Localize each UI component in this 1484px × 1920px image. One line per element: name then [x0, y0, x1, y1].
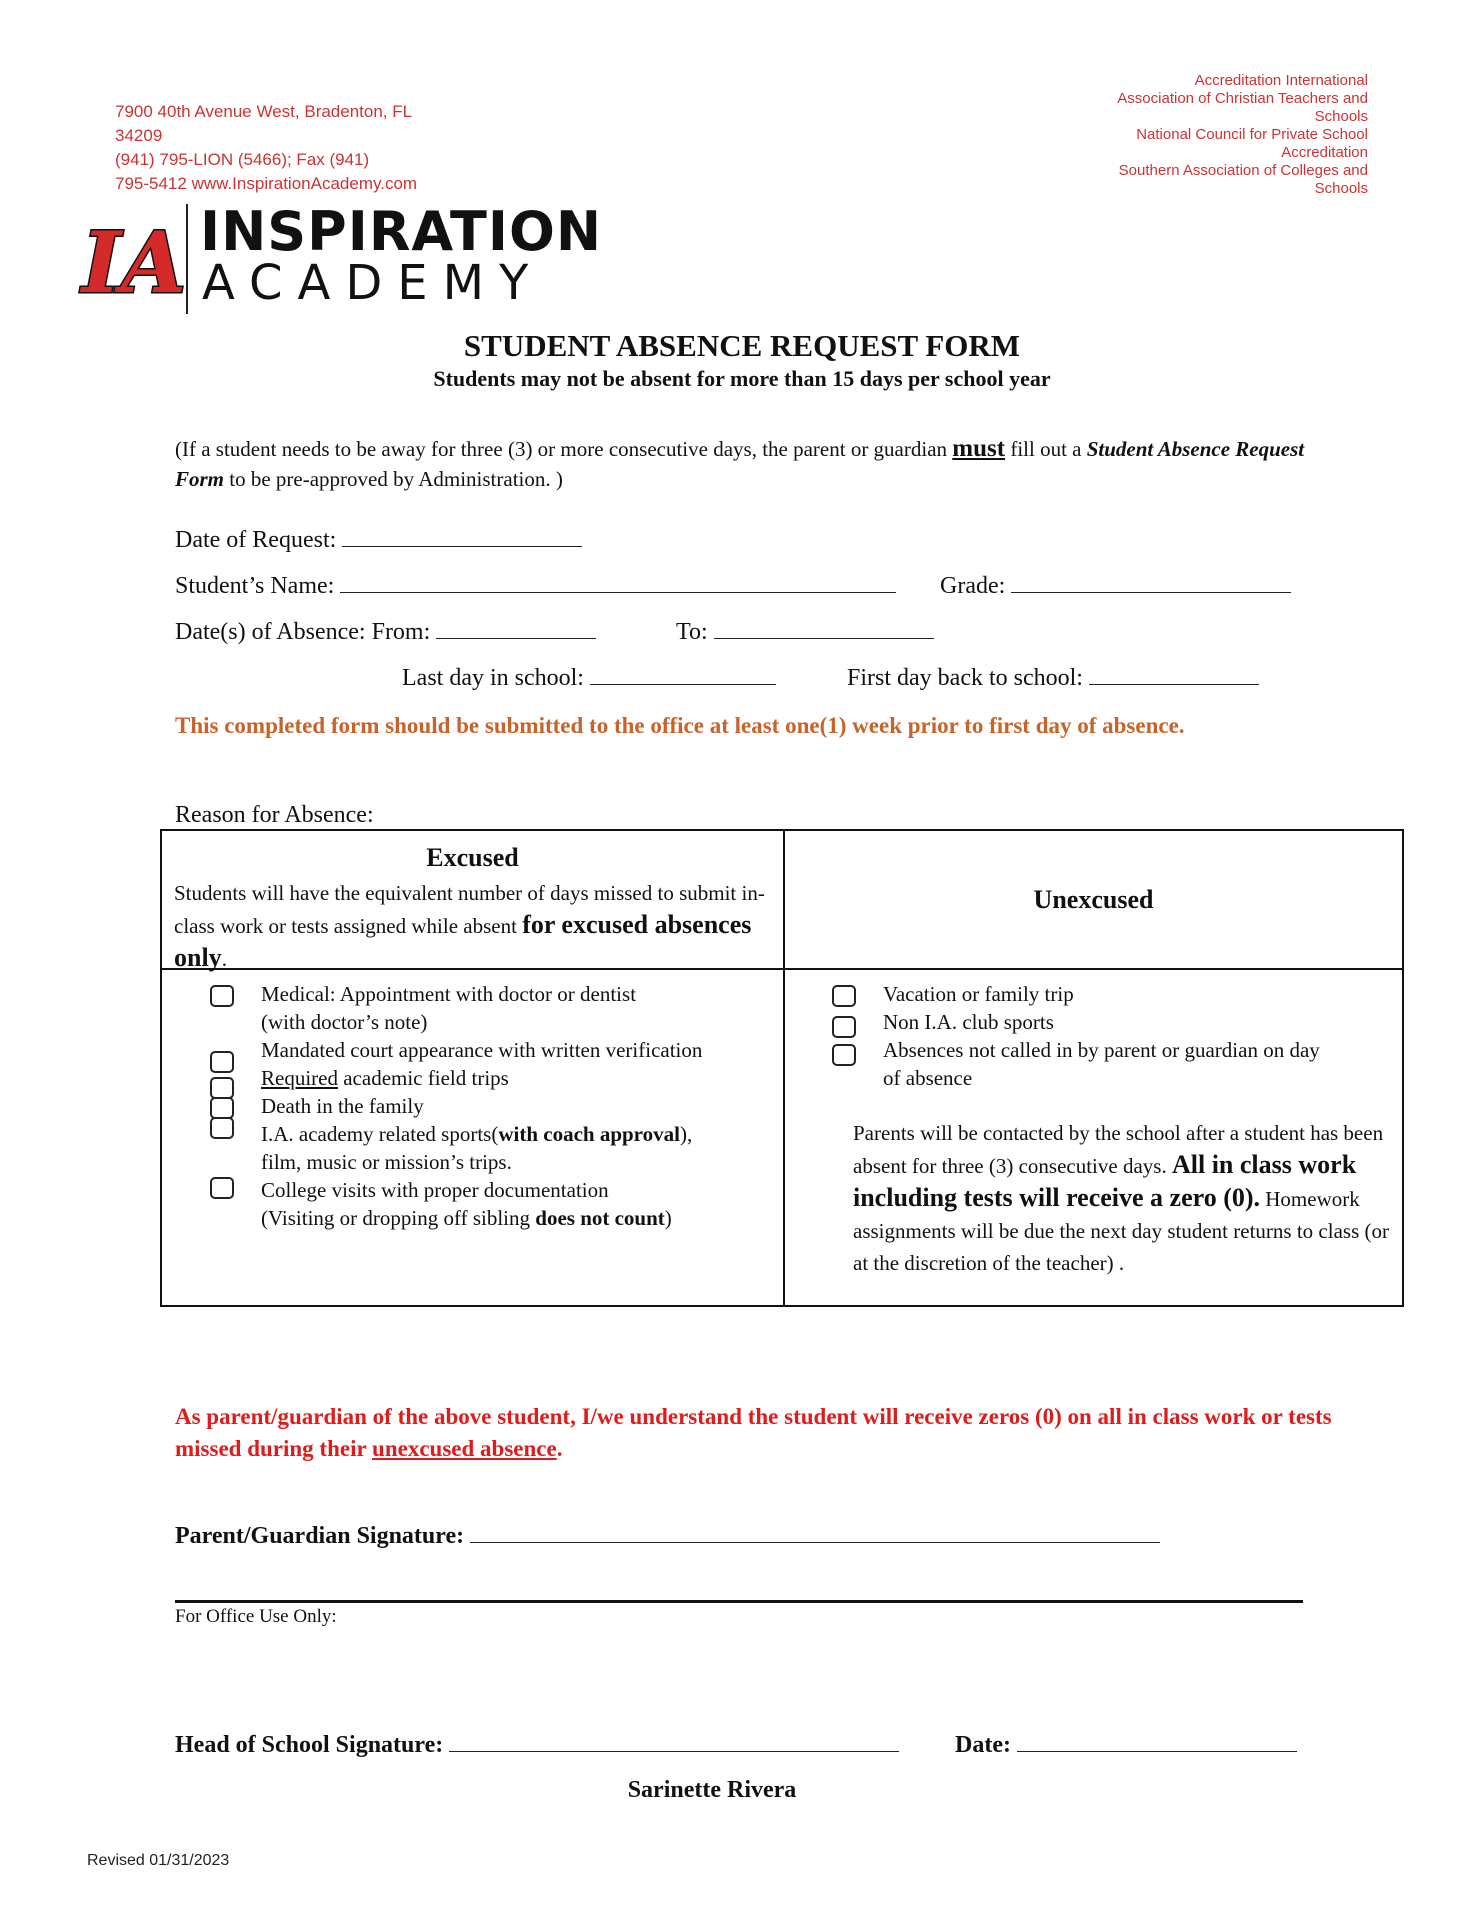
parent-signature-label: Parent/Guardian Signature: [175, 1523, 465, 1549]
club-sports-checkbox[interactable] [832, 1016, 856, 1038]
parent-signature-field[interactable] [175, 1522, 1160, 1550]
unexcused-item-club-sports: Non I.A. club sports [883, 1010, 1054, 1034]
sibling-text: (Visiting or dropping off sibling [261, 1206, 536, 1230]
revision-date: Revised 01/31/2023 [87, 1852, 230, 1869]
page-subtitle: Students may not be absent for more than 15 days per school year [433, 366, 1051, 391]
grade-field[interactable] [940, 572, 1291, 600]
unexcused-item-vacation: Vacation or family trip [883, 982, 1074, 1006]
intro-text: fill out a [1005, 437, 1087, 461]
court-checkbox[interactable] [210, 1051, 234, 1073]
logo-name: INSPIRATION [200, 200, 603, 263]
coach-approval-emphasis: with coach approval [498, 1122, 680, 1146]
acknowledgement-end: . [556, 1436, 563, 1461]
absence-to-field[interactable] [676, 618, 934, 646]
accreditation-line: Schools [1314, 180, 1368, 197]
unexcused-item-not-called: Absences not called in by parent or guardian on day [883, 1038, 1320, 1062]
date-of-request-line[interactable] [342, 526, 582, 547]
excused-heading: Excused [426, 843, 519, 872]
unexcused-heading: Unexcused [1033, 885, 1154, 914]
student-name-line[interactable] [340, 572, 896, 593]
address-line: 7900 40th Avenue West, Bradenton, FL [115, 102, 413, 121]
not-called-in-checkbox[interactable] [832, 1044, 856, 1066]
medical-checkbox[interactable] [210, 985, 234, 1007]
accreditation-line: Association of Christian Teachers and [1117, 90, 1368, 107]
excused-item-medical: Medical: Appointment with doctor or dentist [261, 982, 637, 1006]
accreditation-line: Accreditation International [1194, 72, 1368, 89]
absence-to-line[interactable] [714, 618, 934, 639]
excused-item-field-trips [261, 1064, 509, 1092]
accreditation-line: Schools [1314, 108, 1368, 125]
school-address [115, 100, 475, 196]
head-date-field[interactable] [955, 1731, 1297, 1759]
first-day-back-line[interactable] [1089, 664, 1259, 685]
must-emphasis: must [952, 435, 1006, 462]
last-day-field[interactable] [402, 664, 776, 692]
last-day-line[interactable] [590, 664, 776, 685]
office-use-label: For Office Use Only: [175, 1606, 337, 1627]
first-day-back-field[interactable] [847, 664, 1259, 692]
excused-item-trips: film, music or mission’s trips. [261, 1150, 512, 1174]
unexcused-note-plain: Parents will be contacted by the school after a student has been absent for three (3) consecutive days. [853, 1121, 1384, 1178]
first-day-back-label: First day back to school: [847, 665, 1083, 691]
does-not-count-emphasis: does not count [535, 1206, 665, 1230]
acknowledgement [175, 1401, 1335, 1465]
death-checkbox[interactable] [210, 1097, 234, 1119]
logo-subname: ACADEMY [202, 255, 544, 311]
accreditation-list [1008, 72, 1368, 198]
acknowledgement-text: As parent/guardian of the above student, I/we understand the student will receive zeros (0) on all in class work or tests missed during their [175, 1404, 1332, 1461]
excused-desc-end: . [221, 947, 227, 971]
head-signature-label: Head of School Signature: [175, 1732, 444, 1758]
required-emphasis: Required [261, 1066, 338, 1090]
grade-line[interactable] [1011, 572, 1291, 593]
submit-note: This completed form should be submitted to the office at least one(1) week prior to first day of absence. [175, 713, 1185, 738]
form-name: Student Absence Request Form [175, 437, 1305, 491]
excused-description [174, 877, 774, 975]
excused-desc-bold: for excused absences only [174, 910, 752, 972]
field-trips-text: academic field trips [337, 1066, 509, 1090]
sports-checkbox[interactable] [210, 1117, 234, 1139]
sports-text: I.A. academy related sports( [261, 1122, 499, 1146]
head-signature-line[interactable] [449, 1731, 899, 1752]
student-name-field[interactable] [175, 572, 896, 600]
excused-item-court: Mandated court appearance with written verification [261, 1038, 703, 1062]
date-of-request-field[interactable] [175, 526, 582, 554]
logo-mark-text: IA [81, 213, 187, 312]
unexcused-note-end: Homework assignments will be due the next day student returns to class (or at the discretion of the teacher) . [853, 1187, 1389, 1275]
vacation-checkbox[interactable] [832, 985, 856, 1007]
excused-desc-text: Students will have the equivalent number of days missed to submit in-class work or tests assigned while absent [174, 881, 765, 938]
parent-signature-line[interactable] [470, 1522, 1160, 1543]
unexcused-note-bold: All in class work including tests will receive a zero (0). [853, 1150, 1357, 1212]
unexcused-item-day-of-absence: of absence [883, 1066, 973, 1090]
student-name-label: Student’s Name: [175, 573, 335, 599]
sibling-text-end: ) [664, 1206, 672, 1230]
absence-from-line[interactable] [436, 618, 596, 639]
page-title: STUDENT ABSENCE REQUEST FORM [463, 328, 1021, 363]
college-visit-checkbox[interactable] [210, 1177, 234, 1199]
intro-paragraph [175, 434, 1315, 494]
address-line: 795-5412 www.InspirationAcademy.com [115, 174, 418, 193]
address-line: 34209 [115, 126, 163, 145]
head-of-school-name: Sarinette Rivera [627, 1777, 797, 1803]
date-line[interactable] [1017, 1731, 1297, 1752]
absence-from-label: Date(s) of Absence: From: [175, 619, 431, 645]
reason-label: Reason for Absence: [175, 802, 374, 828]
excused-item-sports [261, 1120, 692, 1148]
intro-text: to be pre-approved by Administration. ) [224, 467, 563, 491]
sports-text-end: ), [679, 1122, 693, 1146]
excused-item-college: College visits with proper documentation [261, 1178, 609, 1202]
accreditation-line: Southern Association of Colleges and [1118, 162, 1368, 179]
absence-to-label: To: [676, 619, 708, 645]
office-divider [175, 1600, 1303, 1603]
head-signature-field[interactable] [175, 1731, 899, 1759]
intro-text: (If a student needs to be away for three (3) or more consecutive days, the parent or guardian [175, 437, 953, 461]
absence-from-field[interactable] [175, 618, 596, 646]
excused-item-death: Death in the family [261, 1094, 424, 1118]
logo-divider [186, 204, 188, 314]
accreditation-line: Accreditation [1281, 144, 1368, 161]
excused-item-medical-note: (with doctor’s note) [261, 1010, 428, 1034]
unexcused-absence-emphasis: unexcused absence [372, 1436, 557, 1461]
date-label: Date: [955, 1732, 1011, 1758]
date-of-request-label: Date of Request: [175, 527, 337, 553]
accreditation-line: National Council for Private School [1136, 126, 1368, 143]
excused-item-sibling [261, 1204, 672, 1232]
unexcused-note-text [853, 1117, 1403, 1279]
grade-label: Grade: [940, 573, 1006, 599]
address-line: (941) 795-LION (5466); Fax (941) [115, 150, 370, 169]
field-trip-checkbox[interactable] [210, 1077, 234, 1099]
school-logo-icon [81, 208, 187, 312]
last-day-label: Last day in school: [402, 665, 584, 691]
